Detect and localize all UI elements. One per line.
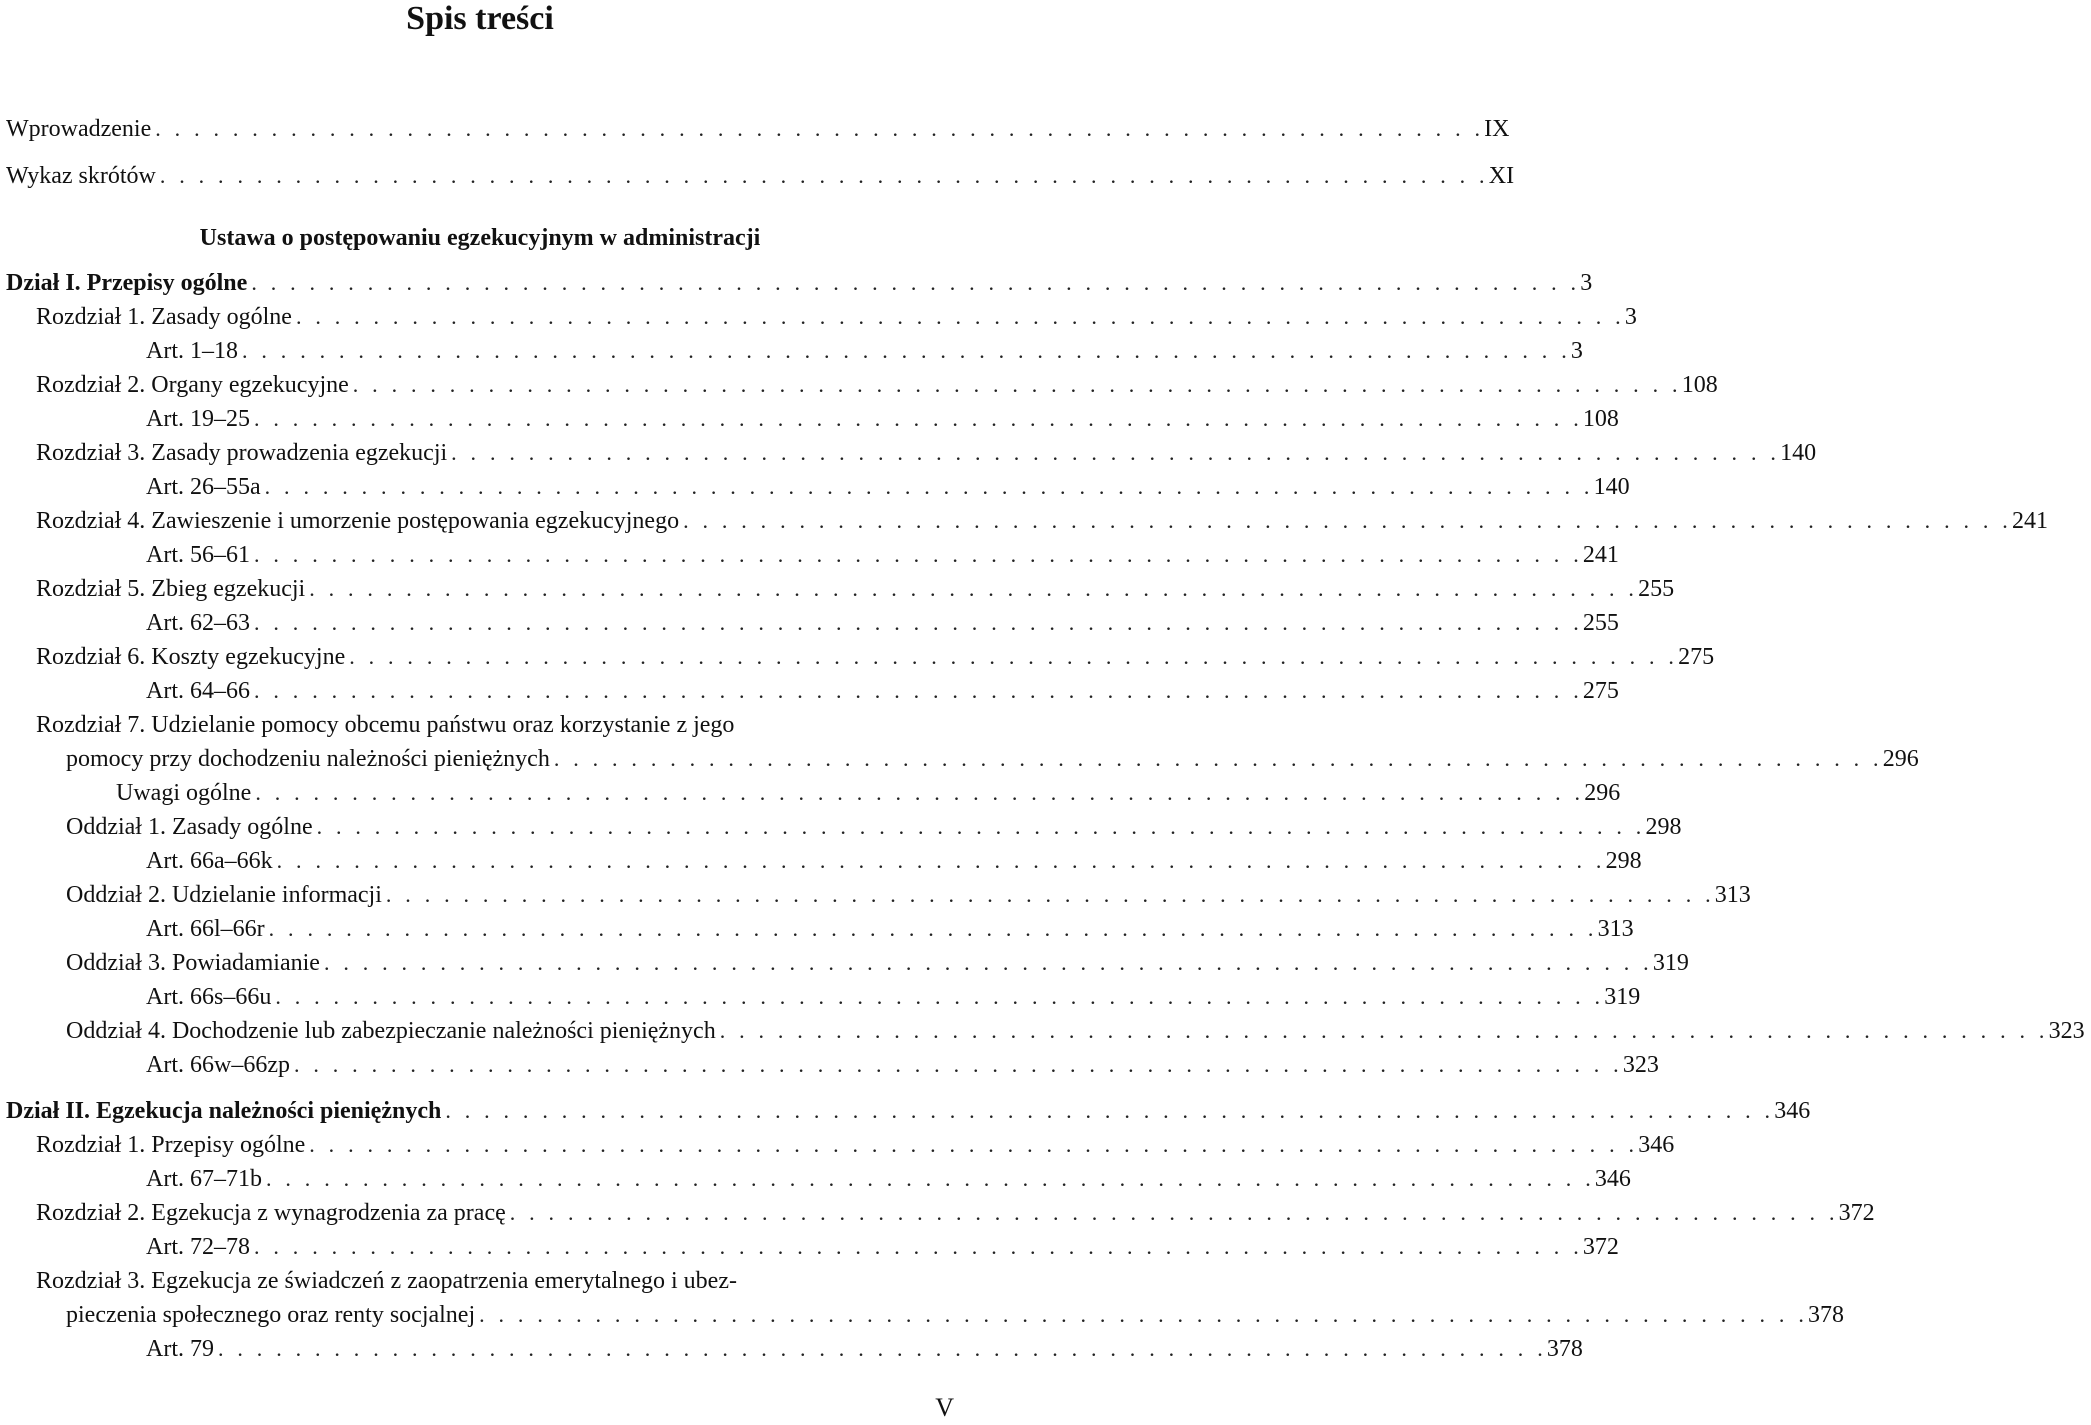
toc-entry-page-number: XI xyxy=(1488,163,1515,189)
toc-entry-page-number: 372 xyxy=(1838,1200,1875,1226)
toc-entry[interactable] xyxy=(0,302,1637,334)
toc-entry-page-number: 319 xyxy=(1604,984,1641,1010)
toc-entry-page-number: 298 xyxy=(1645,814,1682,840)
toc-entry-label: Art. 66w–66zp xyxy=(146,1052,290,1078)
toc-entry[interactable] xyxy=(0,268,1593,300)
toc-entry[interactable] xyxy=(0,438,1817,470)
toc-entry-page-number: 346 xyxy=(1638,1132,1675,1158)
dot-leader: . . . . . . . . . . . . . . . . . . . . . . . . . . . . . . . . . . . . . . . . . . . . . . . . . . . . . . . . . . . . . . . . . . . . . xyxy=(451,440,1781,465)
toc-entry-label: Rozdział 6. Koszty egzekucyjne xyxy=(36,644,346,670)
toc-entry-page-number: 319 xyxy=(1652,950,1689,976)
toc-entry-page-number: 108 xyxy=(1681,372,1718,398)
toc-entry[interactable] xyxy=(0,1232,1619,1264)
toc-entry[interactable] xyxy=(0,744,1919,776)
toc-entry[interactable] xyxy=(0,778,1621,810)
act-title: Ustawa o postępowaniu egzekucyjnym w administracji xyxy=(199,225,761,251)
dot-leader: . . . . . . . . . . . . . . . . . . . . . . . . . . . . . . . . . . . . . . . . . . . . . . . . . . . . . . . . . . . . . . . . . . . . . xyxy=(309,1132,1639,1157)
toc-entry[interactable] xyxy=(0,1164,1631,1196)
dot-leader: . . . . . . . . . . . . . . . . . . . . . . . . . . . . . . . . . . . . . . . . . . . . . . . . . . . . . . . . . . . . . . . . . . . . . xyxy=(159,163,1489,188)
toc-entry-label: Art. 67–71b xyxy=(146,1166,262,1192)
dot-leader: . . . . . . . . . . . . . . . . . . . . . . . . . . . . . . . . . . . . . . . . . . . . . . . . . . . . . . . . . . . . . . . . . . . . . xyxy=(719,1018,2049,1043)
toc-entry[interactable] xyxy=(0,161,1515,193)
dot-leader: . . . . . . . . . . . . . . . . . . . . . . . . . . . . . . . . . . . . . . . . . . . . . . . . . . . . . . . . . . . . . . . . . . . . . xyxy=(553,746,1883,771)
toc-entry-label: Rozdział 2. Egzekucja z wynagrodzenia za pracę xyxy=(36,1200,506,1226)
toc-entry[interactable] xyxy=(0,914,1634,946)
dot-leader: . . . . . . . . . . . . . . . . . . . . . . . . . . . . . . . . . . . . . . . . . . . . . . . . . . . . . . . . . . . . . . . . . . . . . xyxy=(268,916,1598,941)
toc-entry-page-number: 3 xyxy=(1624,304,1637,330)
toc-entry-page-number: 372 xyxy=(1582,1234,1619,1260)
toc-entry-page-number: 313 xyxy=(1597,916,1634,942)
toc-entry-label: pomocy przy dochodzeniu należności pieniężnych xyxy=(66,746,550,772)
toc-entry-page-number: 255 xyxy=(1638,576,1675,602)
toc-entry[interactable] xyxy=(0,642,1715,674)
toc-entry[interactable] xyxy=(0,1300,1845,1332)
dot-leader: . . . . . . . . . . . . . . . . . . . . . . . . . . . . . . . . . . . . . . . . . . . . . . . . . . . . . . . . . . . . . . . . . . . . . xyxy=(683,508,2012,533)
dot-leader: . . . . . . . . . . . . . . . . . . . . . . . . . . . . . . . . . . . . . . . . . . . . . . . . . . . . . . . . . . . . . . . . . . . . . xyxy=(251,270,1581,295)
toc-entry-label: Rozdział 2. Organy egzekucyjne xyxy=(36,372,349,398)
toc-entry-page-number: 296 xyxy=(1584,780,1621,806)
toc-entry-label: Art. 62–63 xyxy=(146,610,250,636)
toc-entry-label: Rozdział 1. Zasady ogólne xyxy=(36,304,292,330)
dot-leader: . . . . . . . . . . . . . . . . . . . . . . . . . . . . . . . . . . . . . . . . . . . . . . . . . . . . . . . . . . . . . . . . . . . . . xyxy=(352,372,1682,397)
toc-entry-label: Art. 1–18 xyxy=(146,338,238,364)
dot-leader: . . . . . . . . . . . . . . . . . . . . . . . . . . . . . . . . . . . . . . . . . . . . . . . . . . . . . . . . . . . . . . . . . . . . . xyxy=(276,848,1606,873)
toc-entry-label: Art. 56–61 xyxy=(146,542,250,568)
toc-entry-label: Oddział 1. Zasady ogólne xyxy=(66,814,313,840)
toc-entry-page-number: 140 xyxy=(1780,440,1817,466)
toc-entry-page-number: 3 xyxy=(1570,338,1583,364)
dot-leader: . . . . . . . . . . . . . . . . . . . . . . . . . . . . . . . . . . . . . . . . . . . . . . . . . . . . . . . . . . . . . . . . . . . . . xyxy=(509,1200,1839,1225)
toc-entry[interactable] xyxy=(0,880,1751,912)
toc-entry[interactable] xyxy=(0,506,2048,538)
toc-entry-label: Rozdział 3. Zasady prowadzenia egzekucji xyxy=(36,440,448,466)
dot-leader: . . . . . . . . . . . . . . . . . . . . . . . . . . . . . . . . . . . . . . . . . . . . . . . . . . . . . . . . . . . . . . . . . . . . . xyxy=(155,116,1485,141)
dot-leader: . . . . . . . . . . . . . . . . . . . . . . . . . . . . . . . . . . . . . . . . . . . . . . . . . . . . . . . . . . . . . . . . . . . . . xyxy=(295,304,1625,329)
toc-entry-page-number: 346 xyxy=(1594,1166,1631,1192)
toc-entry-label: Rozdział 7. Udzielanie pomocy obcemu państwu oraz korzystanie z jego xyxy=(36,712,735,738)
toc-entry-page-number: IX xyxy=(1484,116,1510,142)
toc-entry-page-number: 323 xyxy=(1622,1052,1659,1078)
toc-entry-label: Rozdział 1. Przepisy ogólne xyxy=(36,1132,306,1158)
dot-leader: . . . . . . . . . . . . . . . . . . . . . . . . . . . . . . . . . . . . . . . . . . . . . . . . . . . . . . . . . . . . . . . . . . . . . xyxy=(309,576,1639,601)
toc-entry-label: Wprowadzenie xyxy=(6,116,152,142)
dot-leader: . . . . . . . . . . . . . . . . . . . . . . . . . . . . . . . . . . . . . . . . . . . . . . . . . . . . . . . . . . . . . . . . . . . . . xyxy=(323,950,1653,975)
toc-entry-label: Art. 19–25 xyxy=(146,406,250,432)
dot-leader: . . . . . . . . . . . . . . . . . . . . . . . . . . . . . . . . . . . . . . . . . . . . . . . . . . . . . . . . . . . . . . . . . . . . . xyxy=(264,474,1594,499)
toc-entry-page-number: 323 xyxy=(2048,1018,2085,1044)
toc-entry-page-number: 298 xyxy=(1605,848,1642,874)
dot-leader: . . . . . . . . . . . . . . . . . . . . . . . . . . . . . . . . . . . . . . . . . . . . . . . . . . . . . . . . . . . . . . . . . . . . . xyxy=(254,542,1583,567)
page-folio: V xyxy=(935,1393,954,1422)
toc-entry-label: Dział II. Egzekucja należności pieniężnych xyxy=(6,1098,442,1124)
toc-entry-page-number: 241 xyxy=(1582,542,1619,568)
toc-entry[interactable] xyxy=(0,472,1630,504)
toc-entry-page-number: 241 xyxy=(2011,508,2048,534)
dot-leader: . . . . . . . . . . . . . . . . . . . . . . . . . . . . . . . . . . . . . . . . . . . . . . . . . . . . . . . . . . . . . . . . . . . . . xyxy=(349,644,1679,669)
toc-entry-label: Wykaz skrótów xyxy=(6,163,156,189)
toc-entry-label: Rozdział 5. Zbieg egzekucji xyxy=(36,576,306,602)
dot-leader: . . . . . . . . . . . . . . . . . . . . . . . . . . . . . . . . . . . . . . . . . . . . . . . . . . . . . . . . . . . . . . . . . . . . . xyxy=(254,610,1583,635)
toc-entry[interactable] xyxy=(0,540,1619,572)
toc-entry[interactable] xyxy=(0,1266,960,1298)
dot-leader: . . . . . . . . . . . . . . . . . . . . . . . . . . . . . . . . . . . . . . . . . . . . . . . . . . . . . . . . . . . . . . . . . . . . . xyxy=(254,406,1583,431)
toc-entry-page-number: 3 xyxy=(1580,270,1593,296)
page-title: Spis treści xyxy=(406,0,554,37)
dot-leader: . . . . . . . . . . . . . . . . . . . . . . . . . . . . . . . . . . . . . . . . . . . . . . . . . . . . . . . . . . . . . . . . . . . . . xyxy=(266,1166,1595,1191)
toc-entry-page-number: 140 xyxy=(1593,474,1630,500)
toc-entry[interactable] xyxy=(0,812,1682,844)
toc-entry-label: Oddział 2. Udzielanie informacji xyxy=(66,882,382,908)
toc-entry-label: Uwagi ogólne xyxy=(116,780,252,806)
dot-leader: . . . . . . . . . . . . . . . . . . . . . . . . . . . . . . . . . . . . . . . . . . . . . . . . . . . . . . . . . . . . . . . . . . . . . xyxy=(385,882,1715,907)
toc-entry-label: pieczenia społecznego oraz renty socjalnej xyxy=(66,1302,476,1328)
toc-entry-label: Rozdział 3. Egzekucja ze świadczeń z zaopatrzenia emerytalnego i ubez- xyxy=(36,1268,737,1294)
toc-entry[interactable] xyxy=(0,1130,1675,1162)
toc-entry-page-number: 275 xyxy=(1678,644,1715,670)
toc-entry[interactable] xyxy=(0,1050,1659,1082)
dot-leader: . . . . . . . . . . . . . . . . . . . . . . . . . . . . . . . . . . . . . . . . . . . . . . . . . . . . . . . . . . . . . . . . . . . . . xyxy=(445,1098,1775,1123)
toc-entry[interactable] xyxy=(0,948,1689,980)
toc-entry-label: Art. 66s–66u xyxy=(146,984,272,1010)
toc-entry-page-number: 255 xyxy=(1582,610,1619,636)
toc-entry[interactable] xyxy=(0,370,1718,402)
toc-entry[interactable] xyxy=(0,1096,1811,1128)
dot-leader: . . . . . . . . . . . . . . . . . . . . . . . . . . . . . . . . . . . . . . . . . . . . . . . . . . . . . . . . . . . . . . . . . . . . . xyxy=(254,1234,1583,1259)
dot-leader: . . . . . . . . . . . . . . . . . . . . . . . . . . . . . . . . . . . . . . . . . . . . . . . . . . . . . . . . . . . . . . . . . . . . . xyxy=(479,1302,1809,1327)
toc-entry-page-number: 313 xyxy=(1714,882,1751,908)
toc-entry[interactable] xyxy=(0,336,1583,368)
toc-entry-label: Art. 66l–66r xyxy=(146,916,265,942)
toc-entry[interactable] xyxy=(0,846,1642,878)
toc-entry-page-number: 275 xyxy=(1582,678,1619,704)
toc-entry-label: Oddział 4. Dochodzenie lub zabezpieczanie należności pieniężnych xyxy=(66,1018,716,1044)
dot-leader: . . . . . . . . . . . . . . . . . . . . . . . . . . . . . . . . . . . . . . . . . . . . . . . . . . . . . . . . . . . . . . . . . . . . . xyxy=(255,780,1585,805)
toc-entry[interactable] xyxy=(0,1198,1875,1230)
toc-entry-page-number: 346 xyxy=(1774,1098,1811,1124)
dot-leader: . . . . . . . . . . . . . . . . . . . . . . . . . . . . . . . . . . . . . . . . . . . . . . . . . . . . . . . . . . . . . . . . . . . . . xyxy=(254,678,1583,703)
dot-leader: . . . . . . . . . . . . . . . . . . . . . . . . . . . . . . . . . . . . . . . . . . . . . . . . . . . . . . . . . . . . . . . . . . . . . xyxy=(242,338,1571,363)
toc-entry-label: Oddział 3. Powiadamianie xyxy=(66,950,320,976)
toc-entry-label: Art. 79 xyxy=(146,1336,214,1362)
toc-entry[interactable] xyxy=(0,1016,2085,1048)
toc-entry[interactable] xyxy=(0,982,1641,1014)
dot-leader: . . . . . . . . . . . . . . . . . . . . . . . . . . . . . . . . . . . . . . . . . . . . . . . . . . . . . . . . . . . . . . . . . . . . . xyxy=(293,1052,1623,1077)
toc-entry-label: Art. 66a–66k xyxy=(146,848,273,874)
toc-entry[interactable] xyxy=(0,114,1510,146)
toc-entry[interactable] xyxy=(0,574,1675,606)
toc-entry[interactable] xyxy=(0,710,960,742)
toc-entry[interactable] xyxy=(0,1334,1583,1366)
toc-entry-label: Art. 64–66 xyxy=(146,678,250,704)
toc-entry-page-number: 296 xyxy=(1882,746,1919,772)
toc-entry-label: Art. 72–78 xyxy=(146,1234,250,1260)
toc-entry-label: Art. 26–55a xyxy=(146,474,261,500)
toc-entry-page-number: 108 xyxy=(1582,406,1619,432)
toc-entry-label: Rozdział 4. Zawieszenie i umorzenie postępowania egzekucyjnego xyxy=(36,508,680,534)
dot-leader: . . . . . . . . . . . . . . . . . . . . . . . . . . . . . . . . . . . . . . . . . . . . . . . . . . . . . . . . . . . . . . . . . . . . . xyxy=(316,814,1646,839)
dot-leader: . . . . . . . . . . . . . . . . . . . . . . . . . . . . . . . . . . . . . . . . . . . . . . . . . . . . . . . . . . . . . . . . . . . . . xyxy=(275,984,1605,1009)
toc-entry-page-number: 378 xyxy=(1808,1302,1845,1328)
toc-entry[interactable] xyxy=(0,608,1619,640)
toc-entry-page-number: 378 xyxy=(1546,1336,1583,1362)
toc-entry[interactable] xyxy=(0,404,1619,436)
toc-entry-label: Dział I. Przepisy ogólne xyxy=(6,270,248,296)
dot-leader: . . . . . . . . . . . . . . . . . . . . . . . . . . . . . . . . . . . . . . . . . . . . . . . . . . . . . . . . . . . . . . . . . . . . . xyxy=(218,1336,1547,1361)
toc-entry[interactable] xyxy=(0,676,1619,708)
